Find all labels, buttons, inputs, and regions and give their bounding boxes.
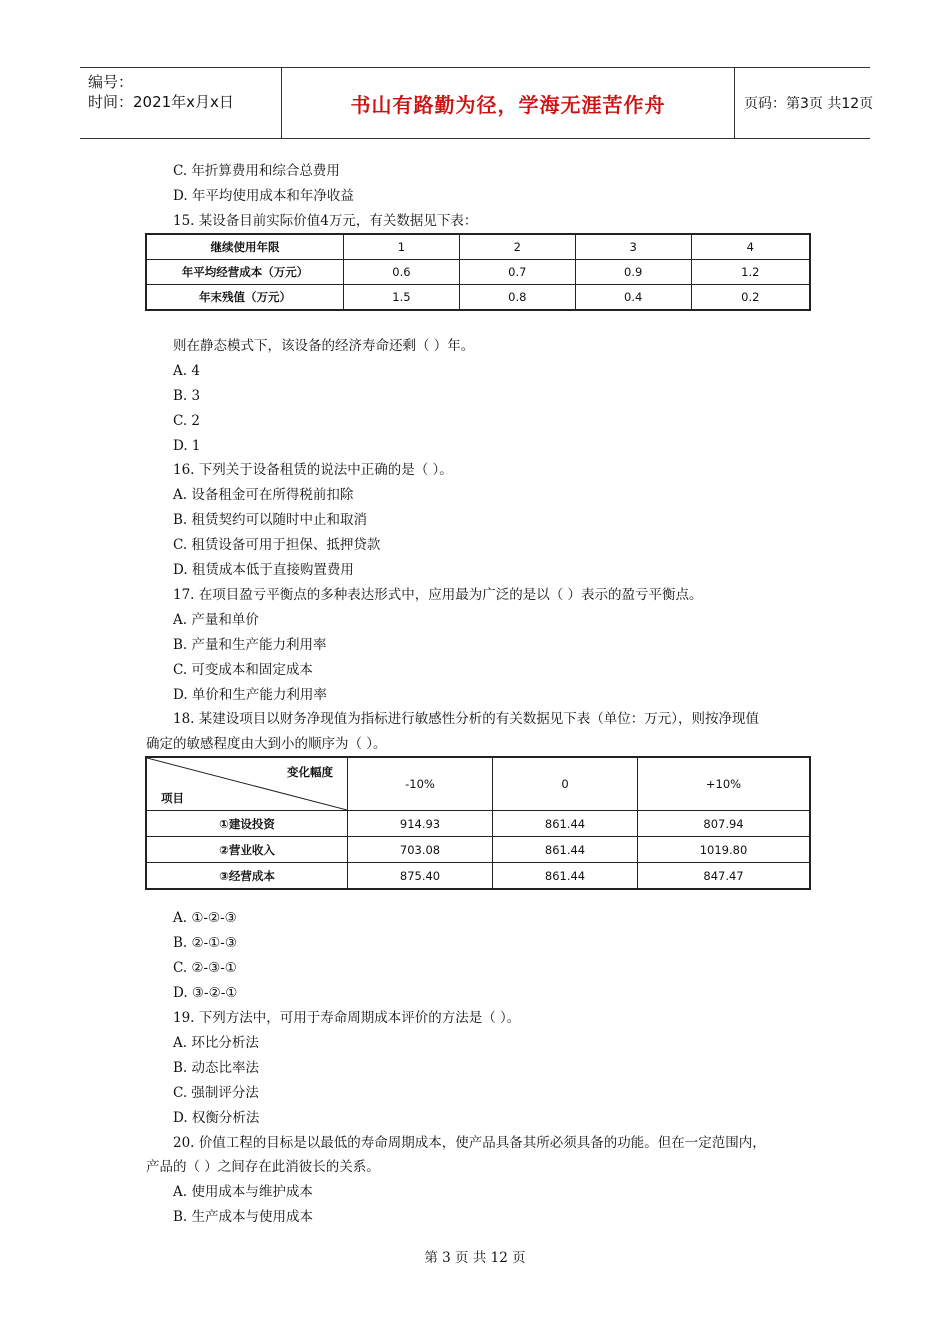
table-cell: 4 — [691, 234, 810, 260]
table-cell: 继续使用年限 — [146, 234, 344, 260]
q20-text-line1: 20. 价值工程的目标是以最低的寿命周期成本，使产品具备其所必须具备的功能。但在一定范围内， — [173, 1135, 766, 1151]
document-date: 时间：2021年x月x日 — [88, 93, 234, 111]
q15-option-b: B. 3 — [173, 388, 201, 404]
table-cell: 861.44 — [493, 811, 638, 837]
table-cell: 0.6 — [344, 260, 460, 285]
table-cell: 年平均经营成本（万元） — [146, 260, 344, 285]
q16-option-b: B. 租赁契约可以随时中止和取消 — [173, 512, 368, 528]
table-cell: 0.4 — [575, 285, 691, 311]
table-row — [146, 837, 810, 863]
table-cell: 1.5 — [344, 285, 460, 311]
q17-option-d: D. 单价和生产能力利用率 — [173, 687, 327, 703]
q14-option-d: D. 年平均使用成本和年净收益 — [173, 188, 354, 204]
table-cell: 1 — [344, 234, 460, 260]
table-row — [146, 757, 810, 811]
q18-option-d: D. ③-②-① — [173, 985, 238, 1001]
table-cell: 807.94 — [638, 811, 811, 837]
table-cell: ③经营成本 — [146, 863, 348, 890]
table-cell: 1.2 — [691, 260, 810, 285]
q16-option-d: D. 租赁成本低于直接购置费用 — [173, 562, 354, 578]
q15-option-c: C. 2 — [173, 413, 201, 429]
table-cell: ②营业收入 — [146, 837, 348, 863]
header-meta — [80, 68, 282, 138]
q16-option-a: A. 设备租金可在所得税前扣除 — [173, 487, 354, 503]
q20-text-line2: 产品的（ ）之间存在此消彼长的关系。 — [146, 1159, 380, 1175]
q18-text-line2: 确定的敏感程度由大到小的顺序为（ ）。 — [146, 736, 387, 752]
table-corner-cell — [146, 757, 348, 811]
corner-top-label: 变化幅度 — [287, 765, 333, 779]
q18-option-b: B. ②-①-③ — [173, 935, 237, 951]
table-cell: 0.7 — [459, 260, 575, 285]
q18-option-a: A. ①-②-③ — [173, 910, 237, 926]
q19-option-b: B. 动态比率法 — [173, 1060, 260, 1076]
q19-option-d: D. 权衡分析法 — [173, 1110, 260, 1126]
q17-text: 17. 在项目盈亏平衡点的多种表达形式中，应用最为广泛的是以（ ）表示的盈亏平衡点。 — [173, 587, 703, 603]
table-column-header: -10% — [348, 757, 493, 811]
q19-text: 19. 下列方法中，可用于寿命周期成本评价的方法是（ ）。 — [173, 1010, 521, 1026]
page-header — [80, 67, 874, 139]
q14-option-c: C. 年折算费用和综合总费用 — [173, 163, 340, 179]
table-cell: 年末残值（万元） — [146, 285, 344, 311]
q16-option-c: C. 租赁设备可用于担保、抵押贷款 — [173, 537, 381, 553]
table-row — [146, 285, 810, 311]
header-motto: 书山有路勤为径，学海无涯苦作舟 — [282, 68, 735, 138]
q20-option-a: A. 使用成本与维护成本 — [173, 1184, 313, 1200]
q17-option-a: A. 产量和单价 — [173, 612, 259, 628]
q18-text-line1: 18. 某建设项目以财务净现值为指标进行敏感性分析的有关数据见下表（单位：万元），则按净现值 — [173, 711, 760, 727]
table-cell: 2 — [459, 234, 575, 260]
table-cell: 847.47 — [638, 863, 811, 890]
header-page-info: 页码：第3页 共12页 — [744, 96, 874, 112]
table-cell: 0.9 — [575, 260, 691, 285]
corner-bottom-label: 项目 — [161, 791, 184, 805]
table-column-header: +10% — [638, 757, 811, 811]
q15-option-a: A. 4 — [173, 363, 200, 379]
q18-table — [145, 756, 811, 890]
table-cell: 861.44 — [493, 863, 638, 890]
q19-option-c: C. 强制评分法 — [173, 1085, 259, 1101]
table-cell: 1019.80 — [638, 837, 811, 863]
q15-stem: 则在静态模式下，该设备的经济寿命还剩（ ）年。 — [173, 338, 475, 354]
q19-option-a: A. 环比分析法 — [173, 1035, 259, 1051]
q16-text: 16. 下列关于设备租赁的说法中正确的是（ ）。 — [173, 462, 453, 478]
q15-table — [145, 233, 811, 311]
table-cell: 875.40 — [348, 863, 493, 890]
q15-text: 15. 某设备目前实际价值4万元，有关数据见下表： — [173, 213, 478, 229]
table-row — [146, 234, 810, 260]
table-cell: ①建设投资 — [146, 811, 348, 837]
q17-option-c: C. 可变成本和固定成本 — [173, 662, 313, 678]
table-row — [146, 260, 810, 285]
table-row — [146, 811, 810, 837]
q20-option-b: B. 生产成本与使用成本 — [173, 1209, 314, 1225]
table-cell: 0.2 — [691, 285, 810, 311]
table-cell: 914.93 — [348, 811, 493, 837]
page-footer: 第 3 页 共 12 页 — [424, 1250, 526, 1266]
table-cell: 861.44 — [493, 837, 638, 863]
table-cell: 703.08 — [348, 837, 493, 863]
q18-option-c: C. ②-③-① — [173, 960, 237, 976]
table-cell: 3 — [575, 234, 691, 260]
q15-option-d: D. 1 — [173, 438, 201, 454]
table-cell: 0.8 — [459, 285, 575, 311]
q17-option-b: B. 产量和生产能力利用率 — [173, 637, 327, 653]
table-column-header: 0 — [493, 757, 638, 811]
document-number-label: 编号： — [88, 73, 134, 91]
table-row — [146, 863, 810, 890]
